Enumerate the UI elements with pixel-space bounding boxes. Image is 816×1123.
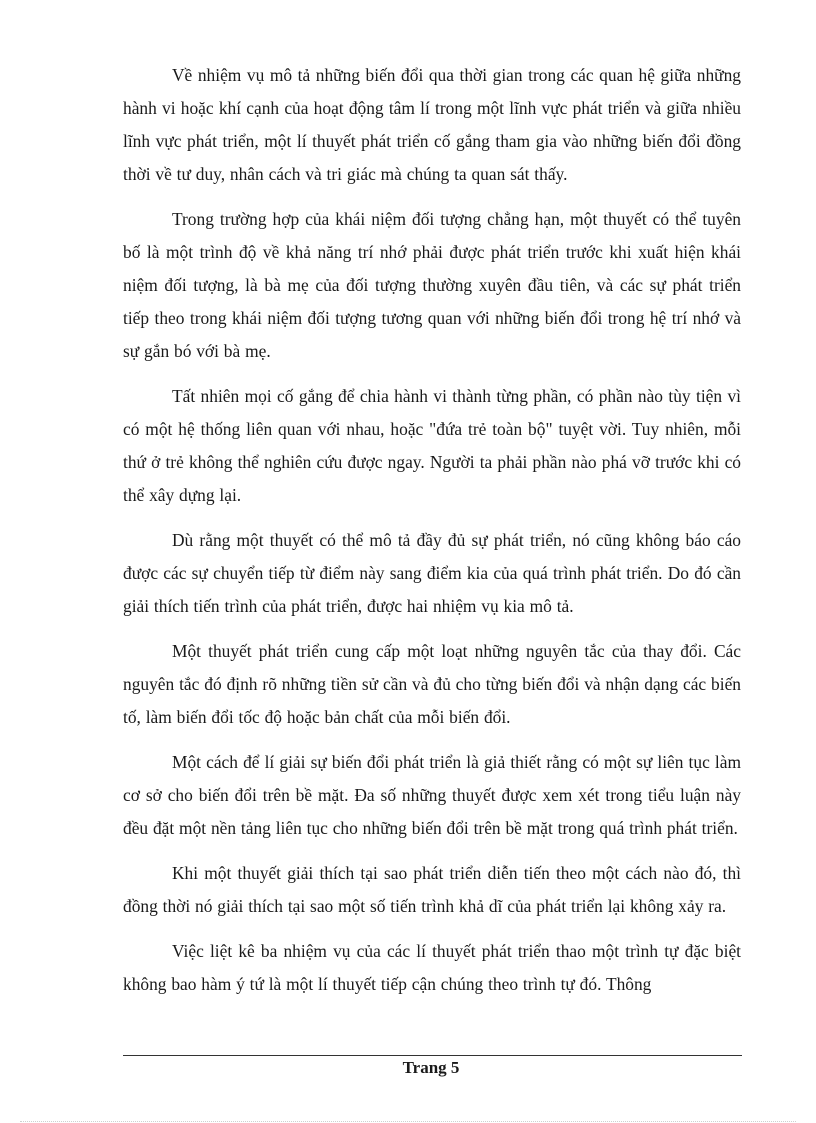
paragraph-4: Dù rằng một thuyết có thể mô tả đầy đủ sự phát triển, nó cũng không báo cáo được các sự chuyển tiếp từ điểm này sang điểm kia của quá trình phát triển. Do đó cần giải thích tiến trình của phát triển, được hai nhiệm vụ kia mô tả.	[123, 530, 741, 616]
paragraph-2: Trong trường hợp của khái niệm đối tượng chẳng hạn, một thuyết có thể tuyên bố là một trình độ về khả năng trí nhớ phải được phát triển trước khi xuất hiện khái niệm đối tượng, là bà mẹ của đối tượng thường xuyên đầu tiên, và các sự phát triển tiếp theo trong khái niệm đối tượng tương quan với những biến đổi trong hệ trí nhớ và sự gắn bó với bà mẹ.	[123, 209, 741, 361]
paragraph-8: Việc liệt kê ba nhiệm vụ của các lí thuyết phát triển thao một trình tự đặc biệt không bao hàm ý tứ là một lí thuyết tiếp cận chúng theo trình tự đó. Thông	[123, 941, 741, 994]
paragraph-7: Khi một thuyết giải thích tại sao phát triển diễn tiến theo một cách nào đó, thì đồng thời nó giải thích tại sao một số tiến trình khả dĩ của phát triển lại không xảy ra.	[123, 863, 741, 916]
body-text	[123, 59, 741, 1013]
page-number: Trang 5	[402, 1058, 460, 1077]
page-bottom-border	[20, 1121, 796, 1122]
paragraph-1: Về nhiệm vụ mô tả những biến đổi qua thời gian trong các quan hệ giữa những hành vi hoặc khí cạnh của hoạt động tâm lí trong một lĩnh vực phát triển và giữa nhiều lĩnh vực phát triển, một lí thuyết phát triển cố gắng tham gia vào những biến đổi đồng thời về tư duy, nhân cách và tri giác mà chúng ta quan sát thấy.	[123, 65, 741, 184]
paragraph-6: Một cách để lí giải sự biến đổi phát triển là giả thiết rằng có một sự liên tục làm cơ sở cho biến đổi trên bề mặt. Đa số những thuyết được xem xét trong tiểu luận này đều đặt một nền tảng liên tục cho những biến đổi trên bề mặt trong quá trình phát triển.	[123, 752, 741, 838]
paragraph-3: Tất nhiên mọi cố gắng để chia hành vi thành từng phần, có phần nào tùy tiện vì có một hệ thống liên quan với nhau, hoặc "đứa trẻ toàn bộ" tuyệt vời. Tuy nhiên, mỗi thứ ở trẻ không thể nghiên cứu được ngay. Người ta phải phần nào phá vỡ trước khi có thể xây dựng lại.	[123, 386, 741, 505]
footer-divider	[123, 1055, 742, 1056]
paragraph-5: Một thuyết phát triển cung cấp một loạt những nguyên tắc của thay đổi. Các nguyên tắc đó định rõ những tiền sử cần và đủ cho từng biến đổi và nhận dạng các biến tố, làm biến đổi tốc độ hoặc bản chất của mỗi biến đổi.	[123, 641, 741, 727]
